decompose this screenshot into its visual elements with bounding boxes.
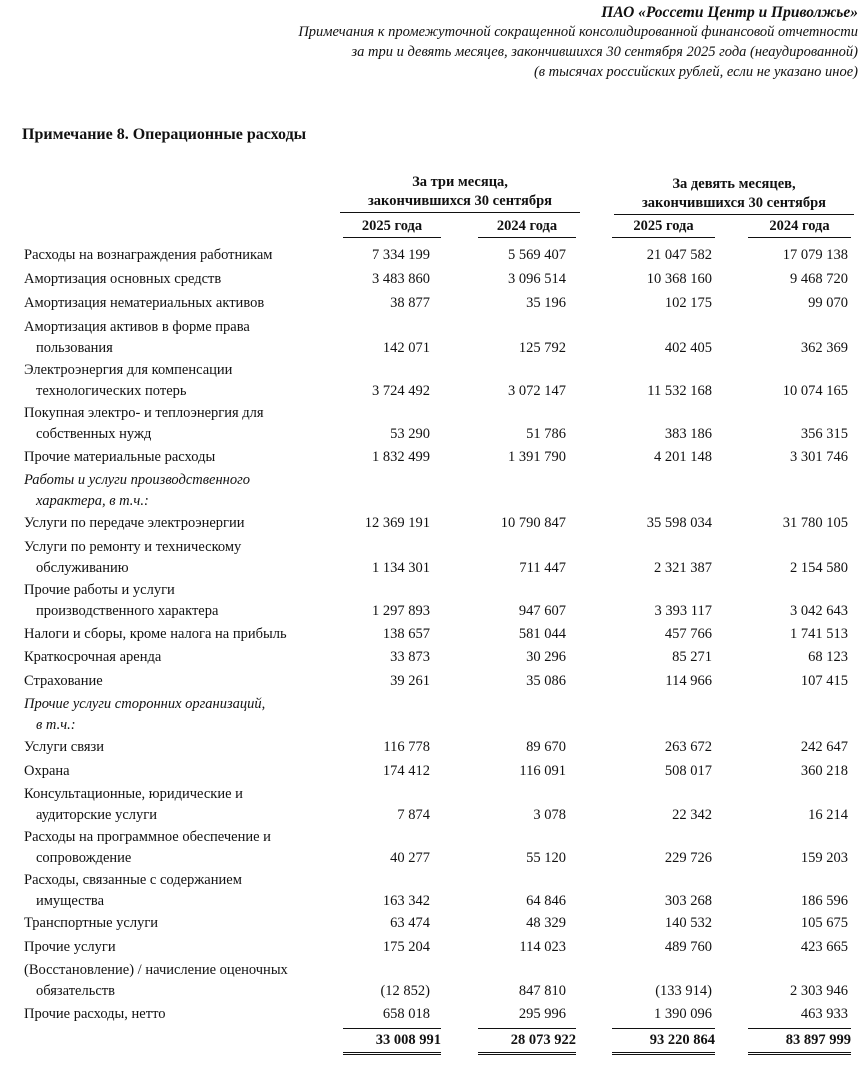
row-label — [24, 913, 354, 934]
cell-value: (12 852) — [380, 983, 430, 999]
cell-value: 35 086 — [526, 673, 566, 689]
cell-value: 303 268 — [664, 893, 712, 909]
cell-value: 116 091 — [519, 763, 566, 779]
cell-value: 7 874 — [397, 807, 430, 823]
row-label — [24, 624, 354, 645]
row-label-line2: имущества — [36, 893, 105, 909]
row-label-line1: Амортизация активов в форме права — [24, 319, 250, 335]
group-header-three-line2: закончившихся 30 сентября — [340, 192, 580, 213]
cell-value: 107 415 — [800, 673, 848, 689]
row-label-line1: Электроэнергия для компенсации — [24, 362, 233, 378]
row-label-line1: Прочие работы и услуги — [24, 582, 175, 598]
cell-value: 21 047 582 — [646, 247, 712, 263]
cell-value: 30 296 — [526, 649, 566, 665]
cell-value: 1 391 790 — [508, 449, 566, 465]
row-label-line1: Транспортные услуги — [24, 915, 159, 931]
row-label — [24, 870, 354, 912]
group-header-three-months — [340, 173, 580, 213]
cell-value: 140 532 — [664, 915, 712, 931]
row-label-line1: Прочие услуги — [24, 939, 116, 955]
row-label — [24, 537, 354, 579]
cell-value: 17 079 138 — [782, 247, 848, 263]
cell-value: 63 474 — [390, 915, 430, 931]
cell-value: 9 468 720 — [790, 271, 848, 287]
row-label — [24, 580, 354, 622]
cell-value: 68 123 — [808, 649, 848, 665]
cell-value: 10 790 847 — [500, 515, 566, 531]
row-label-line1: Прочие услуги сторонних организаций, — [24, 696, 266, 712]
cell-value: 11 532 168 — [647, 383, 712, 399]
cell-value: 360 218 — [800, 763, 848, 779]
cell-value: 463 933 — [800, 1006, 848, 1022]
cell-value: 10 074 165 — [782, 383, 848, 399]
year-header-3m-2024: 2024 года — [478, 218, 576, 238]
row-label-line1: Консультационные, юридические и — [24, 786, 243, 802]
cell-value: 55 120 — [526, 850, 566, 866]
row-label-line1: Прочие расходы, нетто — [24, 1006, 166, 1022]
cell-value: 175 204 — [382, 939, 430, 955]
row-label — [24, 1004, 354, 1025]
cell-value: 114 966 — [665, 673, 712, 689]
total-3m-2024: 28 073 922 — [478, 1028, 576, 1055]
cell-value: 89 670 — [526, 739, 566, 755]
cell-value: 33 873 — [390, 649, 430, 665]
cell-value: 947 607 — [518, 603, 566, 619]
row-label — [24, 360, 354, 402]
row-label-line1: Услуги связи — [24, 739, 105, 755]
row-label — [24, 694, 354, 736]
cell-value: 114 023 — [519, 939, 566, 955]
cell-value: 658 018 — [382, 1006, 430, 1022]
row-label-line1: Услуги по ремонту и техническому — [24, 539, 242, 555]
row-label — [24, 784, 354, 826]
row-label-line2: технологических потерь — [36, 383, 187, 399]
cell-value: 39 261 — [390, 673, 430, 689]
row-label-line1: Услуги по передаче электроэнергии — [24, 515, 245, 531]
row-label — [24, 937, 354, 958]
cell-value: 5 569 407 — [508, 247, 566, 263]
cell-value: 402 405 — [664, 340, 712, 356]
cell-value: 3 724 492 — [372, 383, 430, 399]
cell-value: 48 329 — [526, 915, 566, 931]
cell-value: 31 780 105 — [782, 515, 848, 531]
row-label-line1: Амортизация нематериальных активов — [24, 295, 265, 311]
cell-value: 16 214 — [808, 807, 848, 823]
total-9m-2025: 93 220 864 — [612, 1028, 715, 1055]
cell-value: 159 203 — [800, 850, 848, 866]
cell-value: 3 301 746 — [790, 449, 848, 465]
cell-value: 847 810 — [518, 983, 566, 999]
note-title: Примечание 8. Операционные расходы — [22, 126, 307, 143]
cell-value: 174 412 — [382, 763, 430, 779]
cell-value: 3 096 514 — [508, 271, 566, 287]
cell-value: 1 134 301 — [372, 560, 430, 576]
row-label-line1: Расходы на программное обеспечение и — [24, 829, 271, 845]
cell-value: 489 760 — [664, 939, 712, 955]
cell-value: 229 726 — [664, 850, 712, 866]
group-header-three-line1: За три месяца, — [412, 174, 508, 190]
cell-value: 295 996 — [518, 1006, 566, 1022]
report-units: (в тысячах российских рублей, если не указано иное) — [533, 64, 858, 80]
cell-value: 263 672 — [664, 739, 712, 755]
cell-value: 64 846 — [526, 893, 566, 909]
cell-value: 356 315 — [800, 426, 848, 442]
row-label — [24, 761, 354, 782]
cell-value: 3 393 117 — [654, 603, 712, 619]
year-header-3m-2025: 2025 года — [343, 218, 441, 238]
cell-value: 1 741 513 — [790, 626, 848, 642]
cell-value: 1 390 096 — [654, 1006, 712, 1022]
row-label-line1: Работы и услуги производственного — [24, 472, 251, 488]
cell-value: 51 786 — [526, 426, 566, 442]
row-label — [24, 245, 354, 266]
row-label-line1: (Восстановление) / начисление оценочных — [24, 962, 288, 978]
group-header-nine-line1: За девять месяцев, — [672, 176, 796, 192]
row-label — [24, 447, 354, 468]
cell-value: 125 792 — [518, 340, 566, 356]
cell-value: 186 596 — [800, 893, 848, 909]
year-header-9m-2024: 2024 года — [748, 218, 851, 238]
report-subtitle: Примечания к промежуточной сокращенной консолидированной финансовой отчетности — [298, 24, 858, 40]
cell-value: 711 447 — [519, 560, 566, 576]
year-header-9m-2025: 2025 года — [612, 218, 715, 238]
cell-value: 10 368 160 — [646, 271, 712, 287]
cell-value: 2 303 946 — [790, 983, 848, 999]
row-label-line1: Расходы, связанные с содержанием — [24, 872, 242, 888]
row-label — [24, 317, 354, 359]
company-name: ПАО «Россети Центр и Приволжье» — [601, 4, 858, 21]
cell-value: 116 778 — [383, 739, 430, 755]
cell-value: 7 334 199 — [372, 247, 430, 263]
cell-value: 38 877 — [390, 295, 430, 311]
cell-value: 105 675 — [800, 915, 848, 931]
cell-value: 40 277 — [390, 850, 430, 866]
row-label-line1: Прочие материальные расходы — [24, 449, 216, 465]
row-label-line1: Краткосрочная аренда — [24, 649, 162, 665]
row-label-line1: Страхование — [24, 673, 103, 689]
row-label-line2: пользования — [36, 340, 113, 356]
cell-value: 163 342 — [382, 893, 430, 909]
cell-value: 508 017 — [664, 763, 712, 779]
group-header-nine-line2: закончившихся 30 сентября — [614, 194, 854, 215]
row-label-line1: Амортизация основных средств — [24, 271, 222, 287]
cell-value: 3 483 860 — [372, 271, 430, 287]
row-label — [24, 737, 354, 758]
cell-value: 35 598 034 — [646, 515, 712, 531]
total-3m-2025: 33 008 991 — [343, 1028, 441, 1055]
cell-value: 1 297 893 — [372, 603, 430, 619]
row-label-line2: собственных нужд — [36, 426, 152, 442]
row-label-line1: Расходы на вознаграждения работникам — [24, 247, 273, 263]
row-label — [24, 513, 354, 534]
row-label-line1: Покупная электро- и теплоэнергия для — [24, 405, 264, 421]
row-label-line2: производственного характера — [36, 603, 219, 619]
cell-value: 85 271 — [672, 649, 712, 665]
row-label — [24, 827, 354, 869]
cell-value: 457 766 — [664, 626, 712, 642]
cell-value: 3 078 — [533, 807, 566, 823]
row-label — [24, 671, 354, 692]
row-label — [24, 960, 354, 1002]
cell-value: 2 321 387 — [654, 560, 712, 576]
cell-value: 423 665 — [800, 939, 848, 955]
cell-value: 362 369 — [800, 340, 848, 356]
cell-value: 53 290 — [390, 426, 430, 442]
cell-value: 22 342 — [672, 807, 712, 823]
row-label — [24, 269, 354, 290]
cell-value: 581 044 — [518, 626, 566, 642]
cell-value: 35 196 — [526, 295, 566, 311]
row-label — [24, 647, 354, 668]
cell-value: 138 657 — [382, 626, 430, 642]
cell-value: 102 175 — [664, 295, 712, 311]
cell-value: 3 072 147 — [508, 383, 566, 399]
group-header-nine-months — [614, 175, 854, 215]
cell-value: 99 070 — [808, 295, 848, 311]
row-label — [24, 470, 354, 512]
cell-value: 242 647 — [800, 739, 848, 755]
cell-value: 2 154 580 — [790, 560, 848, 576]
row-label-line2: аудиторские услуги — [36, 807, 157, 823]
row-label-line2: в т.ч.: — [36, 717, 76, 733]
row-label-line2: обязательств — [36, 983, 115, 999]
cell-value: 4 201 148 — [654, 449, 712, 465]
report-period: за три и девять месяцев, закончившихся 30 сентября 2025 года (неаудированной) — [351, 44, 858, 60]
total-9m-2024: 83 897 999 — [748, 1028, 851, 1055]
row-label-line1: Охрана — [24, 763, 70, 779]
row-label — [24, 403, 354, 445]
row-label-line2: характера, в т.ч.: — [36, 493, 149, 509]
cell-value: 142 071 — [382, 340, 430, 356]
cell-value: 1 832 499 — [372, 449, 430, 465]
cell-value: 383 186 — [664, 426, 712, 442]
cell-value: (133 914) — [655, 983, 712, 999]
row-label-line1: Налоги и сборы, кроме налога на прибыль — [24, 626, 287, 642]
cell-value: 12 369 191 — [364, 515, 430, 531]
row-label-line2: обслуживанию — [36, 560, 129, 576]
row-label — [24, 293, 354, 314]
cell-value: 3 042 643 — [790, 603, 848, 619]
row-label-line2: сопровождение — [36, 850, 132, 866]
